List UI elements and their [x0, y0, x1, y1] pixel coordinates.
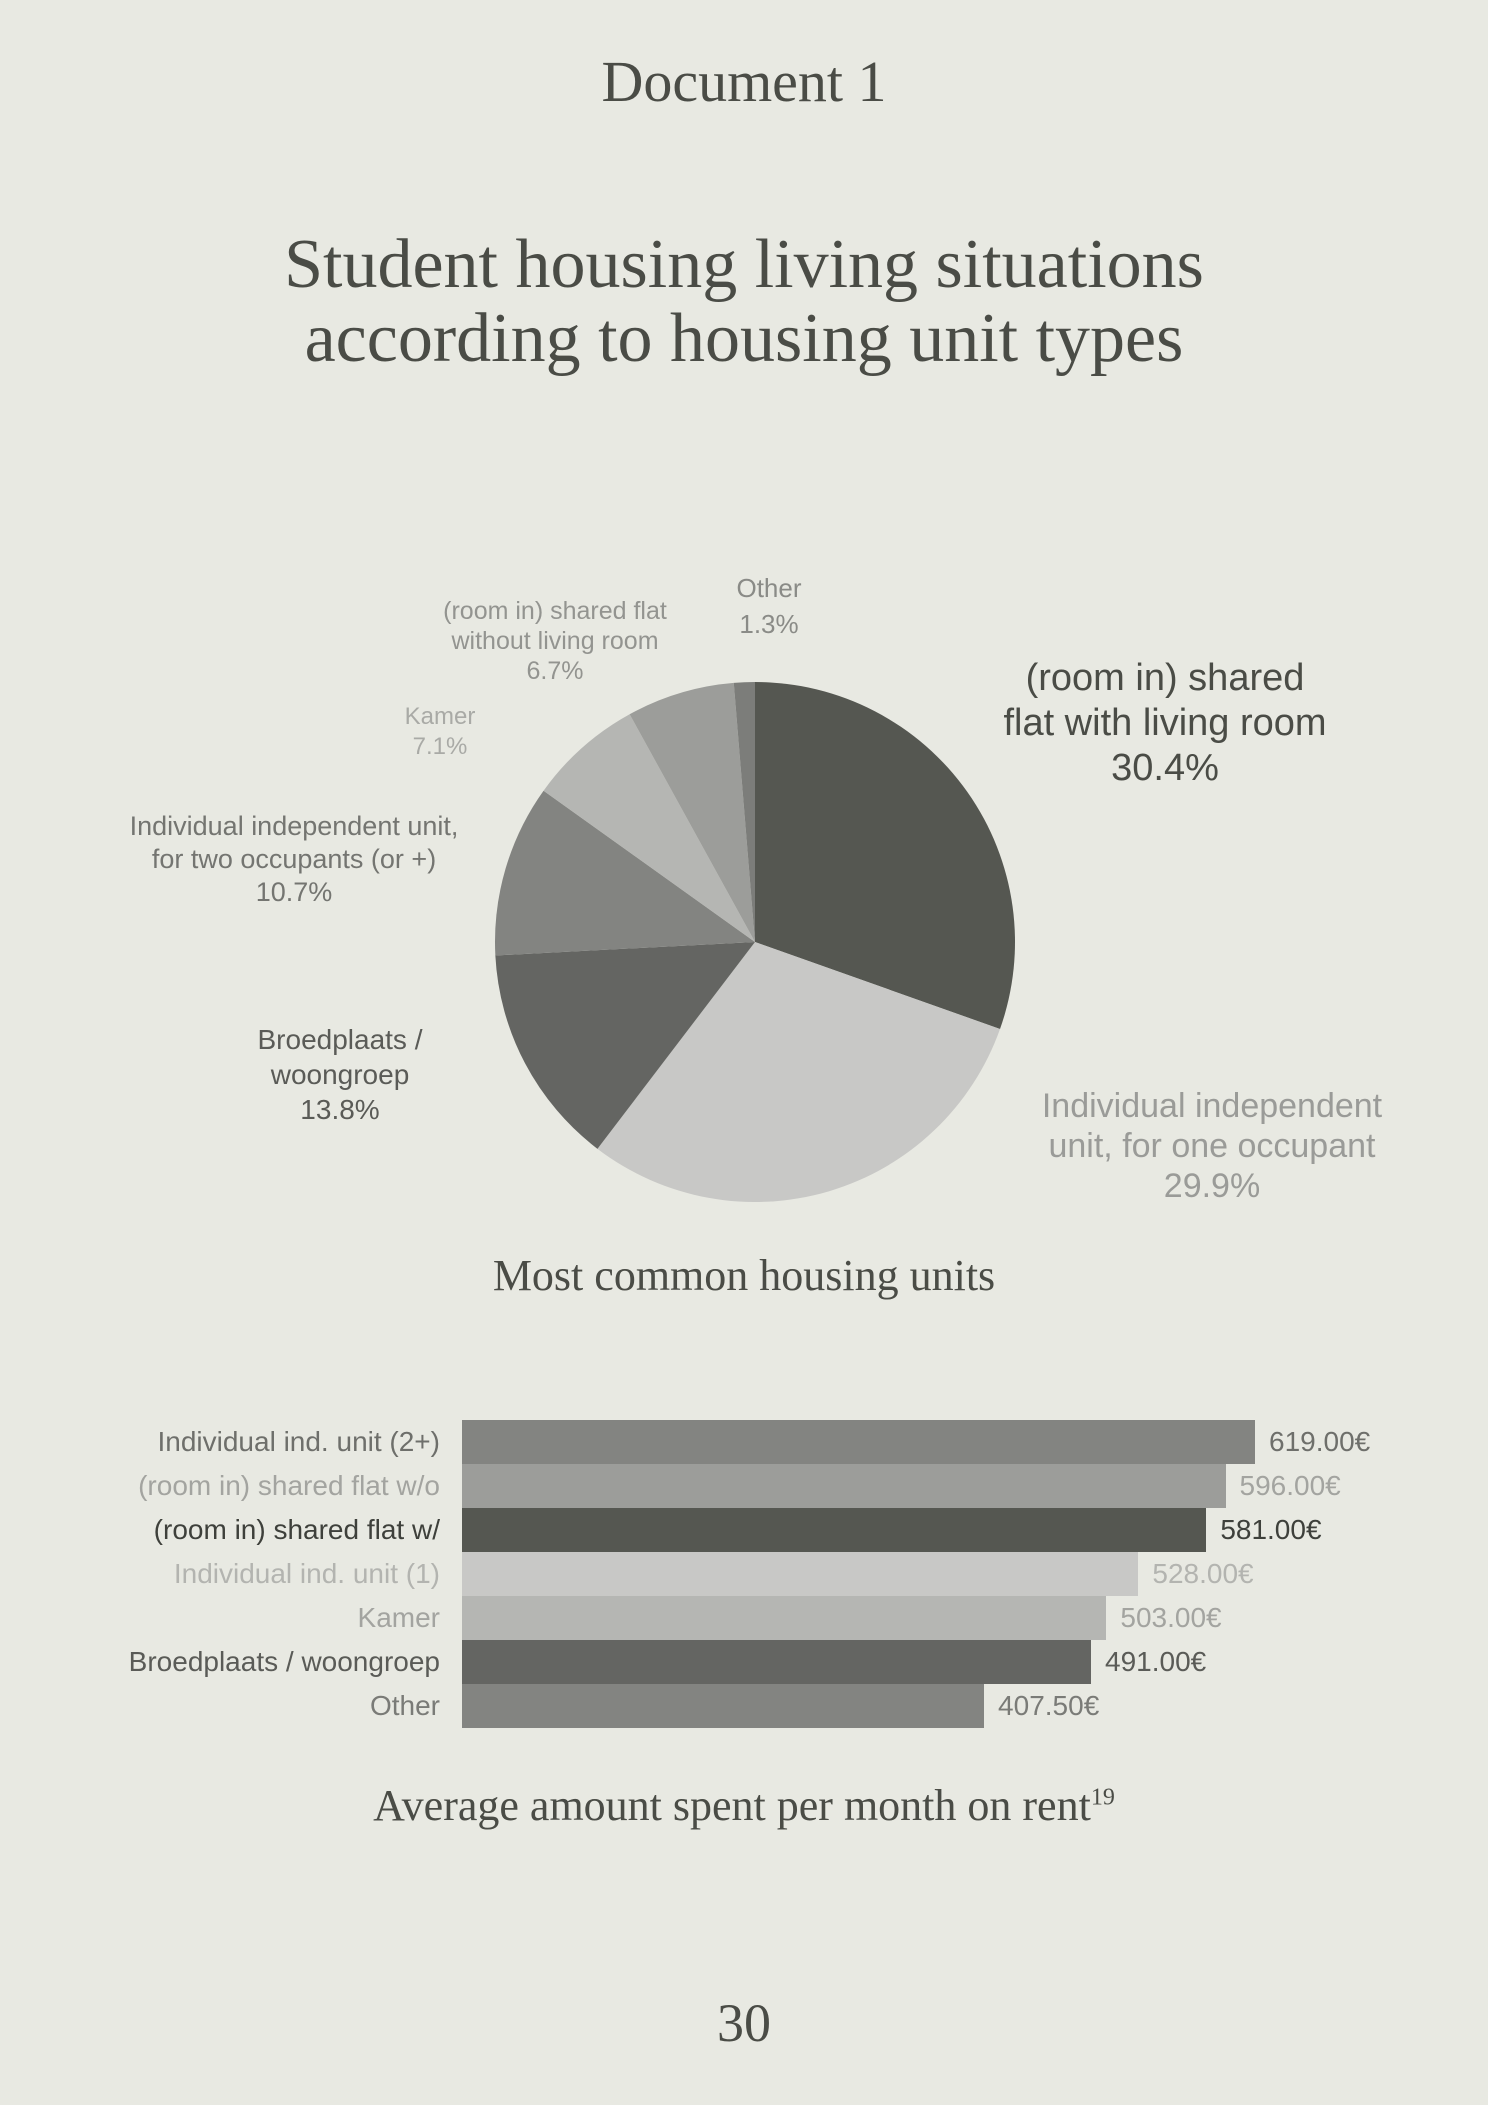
pie-slice-label-line: (room in) shared	[1025, 657, 1305, 699]
footnote-marker: 19	[1090, 1784, 1115, 1811]
bar-caption-text: Average amount spent per month on rent	[373, 1781, 1091, 1830]
pie-slice-label-line: Kamer	[404, 703, 476, 730]
pie-slice-label-line: unit, for one occupant	[1048, 1127, 1376, 1165]
bar-category-label: (room in) shared flat w/o	[138, 1470, 440, 1501]
document-label: Document 1	[601, 49, 887, 114]
pie-slice-label-line: (room in) shared flat	[443, 597, 667, 625]
bar	[462, 1508, 1206, 1552]
pie-slice-value: 10.7%	[255, 877, 333, 907]
bar-category-label: Kamer	[357, 1602, 440, 1633]
pie-slice-value: 6.7%	[526, 657, 584, 685]
pie-slice-label-line: for two occupants (or +)	[151, 844, 437, 874]
bar-value-label: 596.00€	[1239, 1470, 1341, 1501]
pie-slice-label-line: woongroep	[270, 1059, 410, 1090]
pie-slice-value: 30.4%	[1111, 747, 1219, 789]
bar	[462, 1640, 1091, 1684]
pie-slice-label-line: Individual independent unit,	[129, 811, 459, 841]
bar-category-label: Other	[369, 1690, 440, 1721]
bar-category-label: Broedplaats / woongroep	[128, 1646, 440, 1677]
bar	[462, 1420, 1255, 1464]
pie-slice-value: 7.1%	[412, 733, 468, 760]
bar-value-label: 407.50€	[998, 1690, 1100, 1721]
pie-slice-value: 1.3%	[739, 609, 799, 639]
pie-slice-label-line: Individual independent	[1041, 1087, 1383, 1125]
bar	[462, 1464, 1226, 1508]
pie-slice-value: 13.8%	[300, 1094, 380, 1125]
bar	[462, 1684, 984, 1728]
bar-value-label: 491.00€	[1105, 1646, 1207, 1677]
bar-category-label: Individual ind. unit (2+)	[157, 1426, 440, 1457]
main-title-line-1: Student housing living situations	[284, 226, 1204, 303]
bar-value-label: 619.00€	[1269, 1426, 1371, 1457]
bar	[462, 1552, 1138, 1596]
bar-value-label: 581.00€	[1220, 1514, 1322, 1545]
pie-slice-label-line: without living room	[451, 627, 659, 655]
bar-value-label: 528.00€	[1152, 1558, 1254, 1589]
main-title-line-2: according to housing unit types	[304, 300, 1184, 377]
bar-value-label: 503.00€	[1120, 1602, 1222, 1633]
bar-category-label: Individual ind. unit (1)	[173, 1558, 440, 1589]
pie-slice-label-line: Broedplaats /	[257, 1024, 423, 1055]
bar-caption	[0, 1780, 1488, 1831]
bar	[462, 1596, 1106, 1640]
pie-slice-value: 29.9%	[1163, 1167, 1261, 1205]
pie-caption: Most common housing units	[492, 1251, 996, 1300]
pie-slice-label-line: Other	[736, 573, 802, 603]
pie-slice-label-line: flat with living room	[1003, 702, 1327, 744]
page-number: 30	[717, 1993, 771, 2053]
bar-category-label: (room in) shared flat w/	[153, 1514, 440, 1545]
